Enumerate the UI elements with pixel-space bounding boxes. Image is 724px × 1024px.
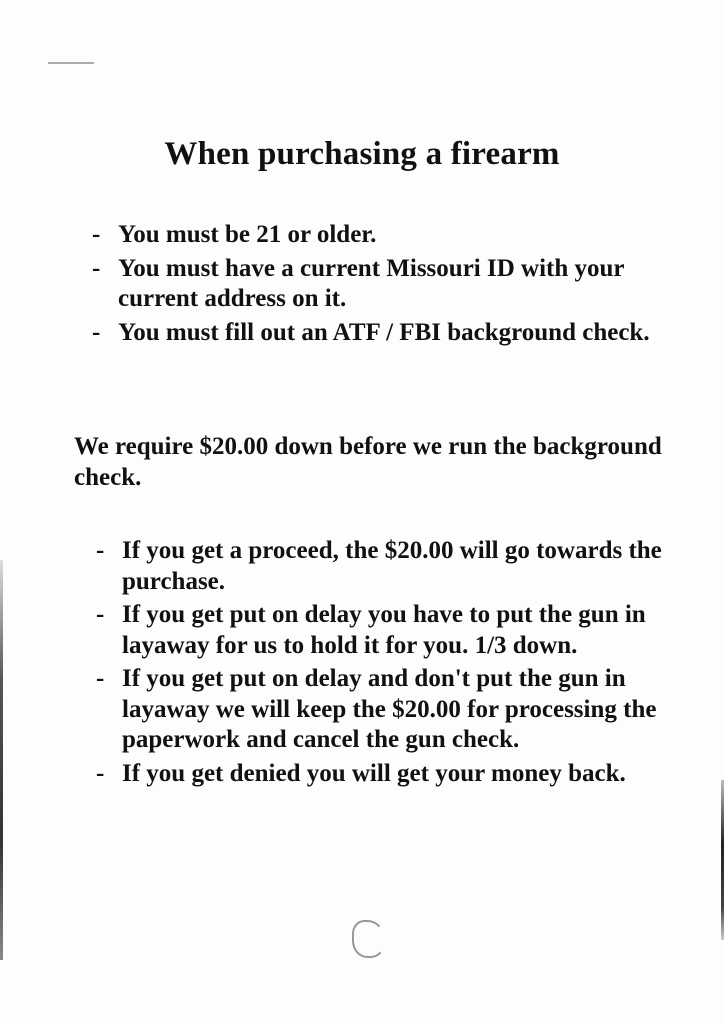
dash-bullet: - (96, 665, 105, 692)
dash-bullet: - (92, 254, 101, 282)
list-item (96, 664, 696, 756)
dash-bullet: - (96, 759, 105, 787)
scan-edge-shadow-left (0, 560, 3, 960)
dash-bullet: - (96, 537, 105, 564)
requirement-text: You must fill out an ATF / FBI background check. (118, 318, 650, 346)
list-item (96, 600, 696, 661)
requirements-list (92, 220, 672, 351)
deposit-paragraph: We require $20.00 down before we run the background check. (74, 433, 662, 491)
list-item (92, 318, 672, 349)
list-item (96, 536, 696, 597)
requirement-text: You must be 21 or older. (118, 221, 377, 248)
list-item (92, 254, 672, 315)
dash-bullet: - (96, 601, 105, 628)
outcomes-list (96, 536, 696, 792)
list-item (96, 759, 696, 790)
page-title: When purchasing a firearm (164, 136, 560, 172)
dash-bullet: - (92, 318, 101, 346)
outcome-text: If you get a proceed, the $20.00 will go towards the purchase. (122, 537, 662, 595)
list-item (92, 220, 672, 251)
outcome-text: If you get denied you will get your money back. (122, 759, 626, 787)
requirement-text: You must have a current Missouri ID with your current address on it. (118, 254, 625, 312)
dash-bullet: - (92, 221, 101, 248)
scan-mark (48, 62, 94, 64)
scan-blot (352, 920, 386, 958)
outcome-text: If you get put on delay and don't put the gun in layaway we will keep the $20.00 for processing the paperwork and cancel the gun check. (122, 665, 657, 753)
outcome-text: If you get put on delay you have to put the gun in layaway for us to hold it for you. 1/3 down. (122, 601, 646, 659)
